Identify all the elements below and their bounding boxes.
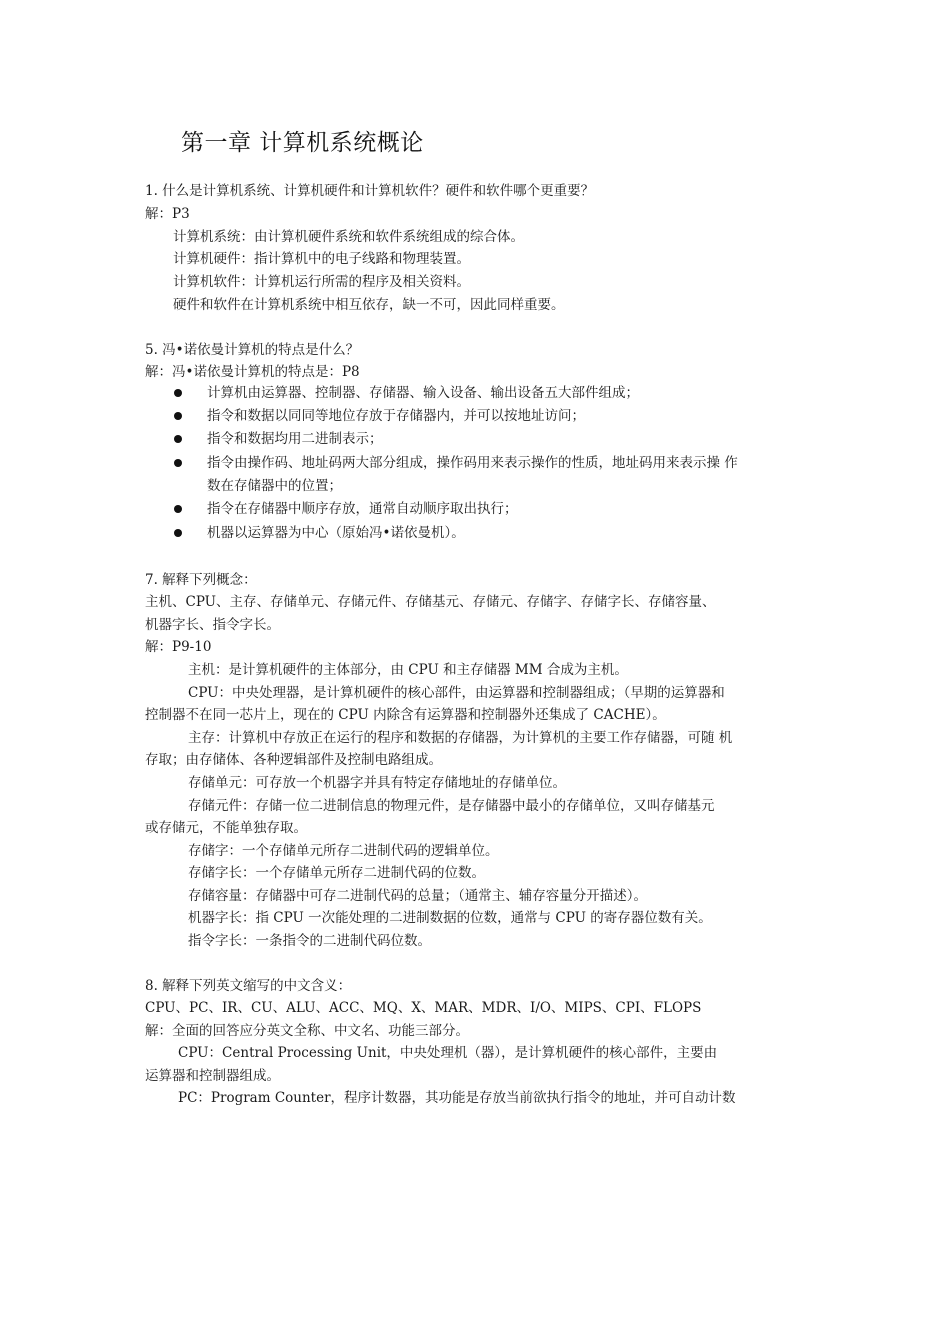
q1-answer-line: 计算机系统：由计算机硬件系统和软件系统组成的综合体。 [173,229,524,245]
q7-answer-line: 指令字长：一条指令的二进制代码位数。 [188,933,431,949]
q8-answer-line: PC：Program Counter，程序计数器，其功能是存放当前欲执行指令的地址，并可自动计数 [178,1090,736,1106]
q5-bullet-item: 指令和数据均用二进制表示； [207,431,383,447]
chapter-title: 第一章 计算机系统概论 [181,130,424,156]
q5-bullet-item: 计算机由运算器、控制器、存储器、输入设备、输出设备五大部件组成； [207,385,639,401]
q7-answer-line: 控制器不在同一芯片上，现在的 CPU 内除含有运算器和控制器外还集成了 CACHE）。 [145,707,666,723]
q7-answer-line: 存储元件：存储一位二进制信息的物理元件，是存储器中最小的存储单位，又叫存储基元 [188,798,715,814]
q7-answer-label: 解：P9-10 [145,639,212,655]
bullet-icon [174,459,182,467]
q7-terms-line: 主机、CPU、主存、存储单元、存储元件、存储基元、存储元、存储字、存储字长、存储容量、 [145,594,716,610]
q5-bullet-item: 机器以运算器为中心（原始冯•诺依曼机）。 [207,525,465,541]
bullet-icon [174,389,182,397]
q5-bullet-item: 指令在存储器中顺序存放，通常自动顺序取出执行； [207,501,518,517]
q7-answer-line: 主存：计算机中存放正在运行的程序和数据的存储器，为计算机的主要工作存储器，可随 机 [188,730,733,746]
q8-terms-line: CPU、PC、IR、CU、ALU、ACC、MQ、X、MAR、MDR、I/O、MIPS、CPI、FLOPS [145,1000,702,1016]
q1-answer-line: 计算机硬件：指计算机中的电子线路和物理装置。 [173,251,470,267]
q7-question: 7. 解释下列概念： [145,572,257,588]
q5-bullet-item: 指令和数据以同同等地位存放于存储器内，并可以按地址访问； [207,408,585,424]
q1-answer-line: 硬件和软件在计算机系统中相互依存，缺一不可，因此同样重要。 [173,297,565,313]
bullet-icon [174,435,182,443]
q1-answer-line: 计算机软件：计算机运行所需的程序及相关资料。 [173,274,470,290]
bullet-icon [174,412,182,420]
q1-question: 1. 什么是计算机系统、计算机硬件和计算机软件？硬件和软件哪个更重要？ [145,183,595,199]
q7-answer-line: 机器字长：指 CPU 一次能处理的二进制数据的位数，通常与 CPU 的寄存器位数有关。 [188,910,712,926]
q5-question: 5. 冯•诺依曼计算机的特点是什么？ [145,342,360,358]
q7-terms-line: 机器字长、指令字长。 [145,617,280,633]
q8-answer-line: CPU：Central Processing Unit，中央处理机（器），是计算机硬件的核心部件，主要由 [178,1045,718,1061]
q7-answer-line: CPU：中央处理器，是计算机硬件的核心部件，由运算器和控制器组成；（早期的运算器和 [188,685,725,701]
q7-answer-line: 存取；由存储体、各种逻辑部件及控制电路组成。 [145,752,442,768]
q7-answer-line: 存储字长：一个存储单元所存二进制代码的位数。 [188,865,485,881]
q7-answer-line: 存储单元：可存放一个机器字并具有特定存储地址的存储单位。 [188,775,566,791]
q8-question: 8. 解释下列英文缩写的中文含义： [145,978,352,994]
q7-answer-line: 存储字：一个存储单元所存二进制代码的逻辑单位。 [188,843,499,859]
q8-answer-line: 运算器和控制器组成。 [145,1068,280,1084]
q7-answer-line: 或存储元，不能单独存取。 [145,820,307,836]
bullet-icon [174,505,182,513]
q5-bullet-item: 指令由操作码、地址码两大部分组成，操作码用来表示操作的性质，地址码用来表示操 作 [207,455,738,471]
q5-answer-label: 解：冯•诺依曼计算机的特点是：P8 [145,364,360,380]
q7-answer-line: 存储容量：存储器中可存二进制代码的总量；（通常主、辅存容量分开描述）。 [188,888,647,904]
q1-answer-label: 解：P3 [145,206,190,222]
q7-answer-line: 主机：是计算机硬件的主体部分，由 CPU 和主存储器 MM 合成为主机。 [188,662,628,678]
q8-answer-label: 解：全面的回答应分英文全称、中文名、功能三部分。 [145,1023,469,1039]
q5-bullet-item-continuation: 数在存储器中的位置； [207,478,342,494]
bullet-icon [174,529,182,537]
